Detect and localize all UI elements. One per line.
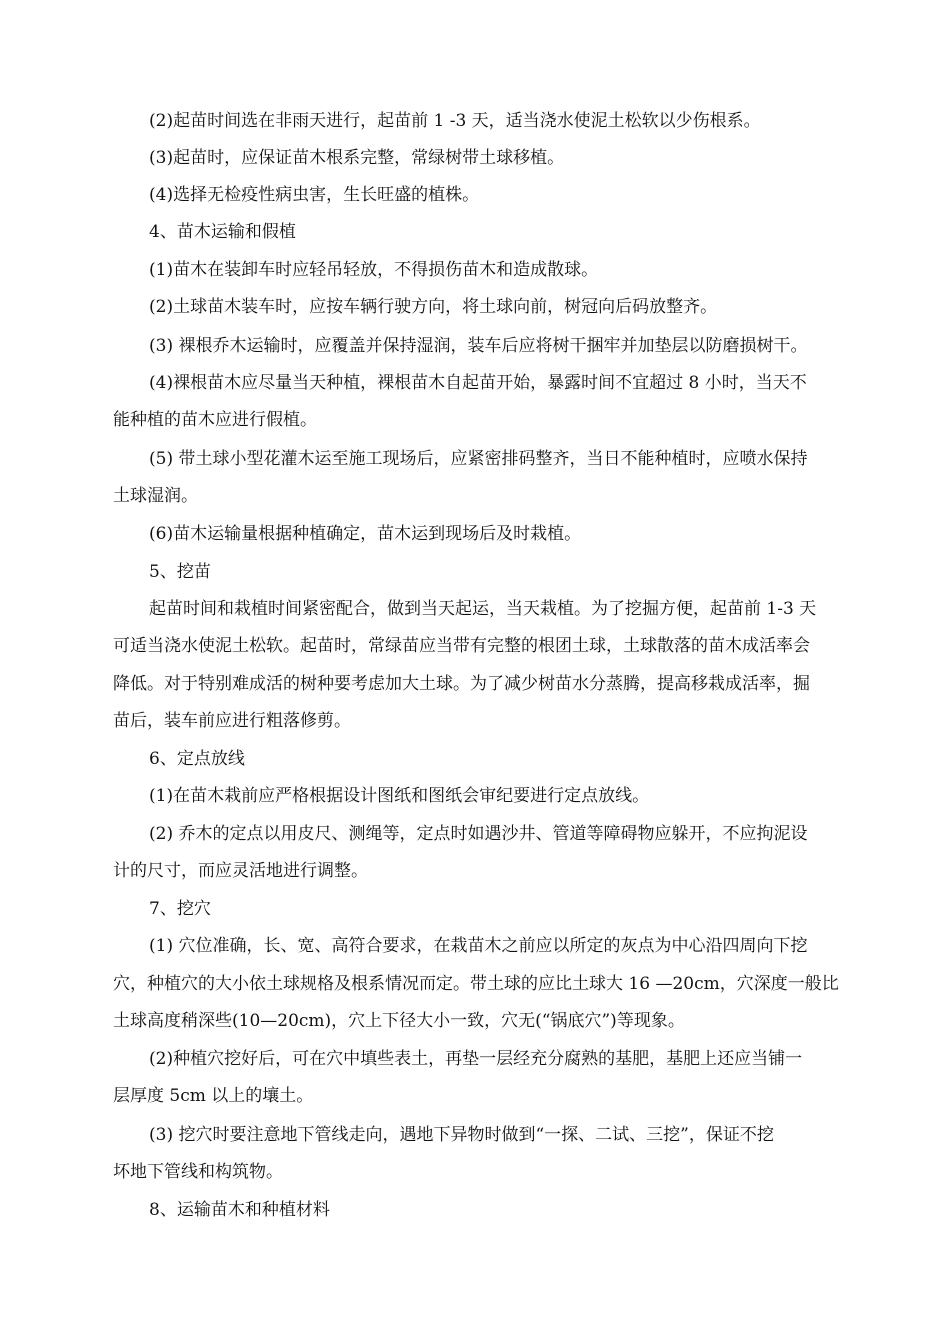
paragraph-line: 计的尺寸，而应灵活地进行调整。 xyxy=(113,861,368,881)
paragraph-line: 坏地下管线和构筑物。 xyxy=(113,1162,283,1182)
paragraph-line: (1) 穴位准确，长、宽、高符合要求，在栽苗木之前应以所定的灰点为中心沿四周向下挖 xyxy=(149,936,808,956)
paragraph-line: (2)种植穴挖好后，可在穴中填些表土，再垫一层经充分腐熟的基肥，基肥上还应当铺一 xyxy=(149,1049,803,1069)
paragraph-line: 降低。对于特别难成活的树种要考虑加大土球。为了减少树苗水分蒸腾，提高移栽成活率，掘 xyxy=(113,674,810,694)
paragraph-line: (5) 带土球小型花灌木运至施工现场后，应紧密排码整齐，当日不能种植时，应喷水保持 xyxy=(149,449,808,469)
paragraph-line: 可适当浇水使泥土松软。起苗时，常绿苗应当带有完整的根团土球，土球散落的苗木成活率会 xyxy=(113,636,810,656)
paragraph-line: (6)苗木运输量根据种植确定，苗木运到现场后及时栽植。 xyxy=(149,524,582,544)
paragraph-line: (2) 乔木的定点以用皮尺、测绳等，定点时如遇沙井、管道等障碍物应躲开，不应拘泥设 xyxy=(149,824,808,844)
paragraph-line: 5、挖苗 xyxy=(149,562,211,582)
paragraph-line: (3) 挖穴时要注意地下管线走向，遇地下异物时做到“一探、二试、三挖”，保证不挖 xyxy=(149,1125,774,1145)
paragraph-line: (3) 裸根乔木运输时，应覆盖并保持湿润，装车后应将树干捆牢并加垫层以防磨损树干。 xyxy=(149,336,808,356)
paragraph-line: 4、苗木运输和假植 xyxy=(149,222,296,242)
paragraph-line: 7、挖穴 xyxy=(149,899,211,919)
paragraph-line: 8、运输苗木和种植材料 xyxy=(149,1200,330,1220)
paragraph-line: 穴，种植穴的大小依土球规格及根系情况而定。带土球的应比土球大 16 —20cm，穴深度一般比 xyxy=(113,974,839,994)
paragraph-line: 土球高度稍深些(10—20cm)，穴上下径大小一致，穴无(“锅底穴”)等现象。 xyxy=(113,1011,685,1031)
paragraph-line: 土球湿润。 xyxy=(113,486,198,506)
paragraph-line: (3)起苗时，应保证苗木根系完整，常绿树带土球移植。 xyxy=(149,148,565,168)
paragraph-line: 能种植的苗木应进行假植。 xyxy=(113,410,317,430)
paragraph-line: (2)起苗时间选在非雨天进行，起苗前 1 -3 天，适当浇水使泥土松软以少伤根系。 xyxy=(149,111,761,131)
paragraph-line: 6、定点放线 xyxy=(149,749,245,769)
paragraph-line: (4)裸根苗木应尽量当天种植，裸根苗木自起苗开始，暴露时间不宜超过 8 小时，当天不 xyxy=(149,373,807,393)
paragraph-line: 起苗时间和栽植时间紧密配合，做到当天起运，当天栽植。为了挖掘方便，起苗前 1-3 天 xyxy=(149,599,817,619)
paragraph-line: 层厚度 5cm 以上的壤土。 xyxy=(113,1086,314,1106)
paragraph-line: (2)土球苗木装车时，应按车辆行驶方向，将土球向前，树冠向后码放整齐。 xyxy=(149,297,718,317)
paragraph-line: (1)苗木在装卸车时应轻吊轻放，不得损伤苗木和造成散球。 xyxy=(149,260,599,280)
paragraph-line: 苗后，装车前应进行粗落修剪。 xyxy=(113,711,351,731)
paragraph-line: (4)选择无检疫性病虫害，生长旺盛的植株。 xyxy=(149,185,480,205)
paragraph-line: (1)在苗木栽前应严格根据设计图纸和图纸会审纪要进行定点放线。 xyxy=(149,786,650,806)
